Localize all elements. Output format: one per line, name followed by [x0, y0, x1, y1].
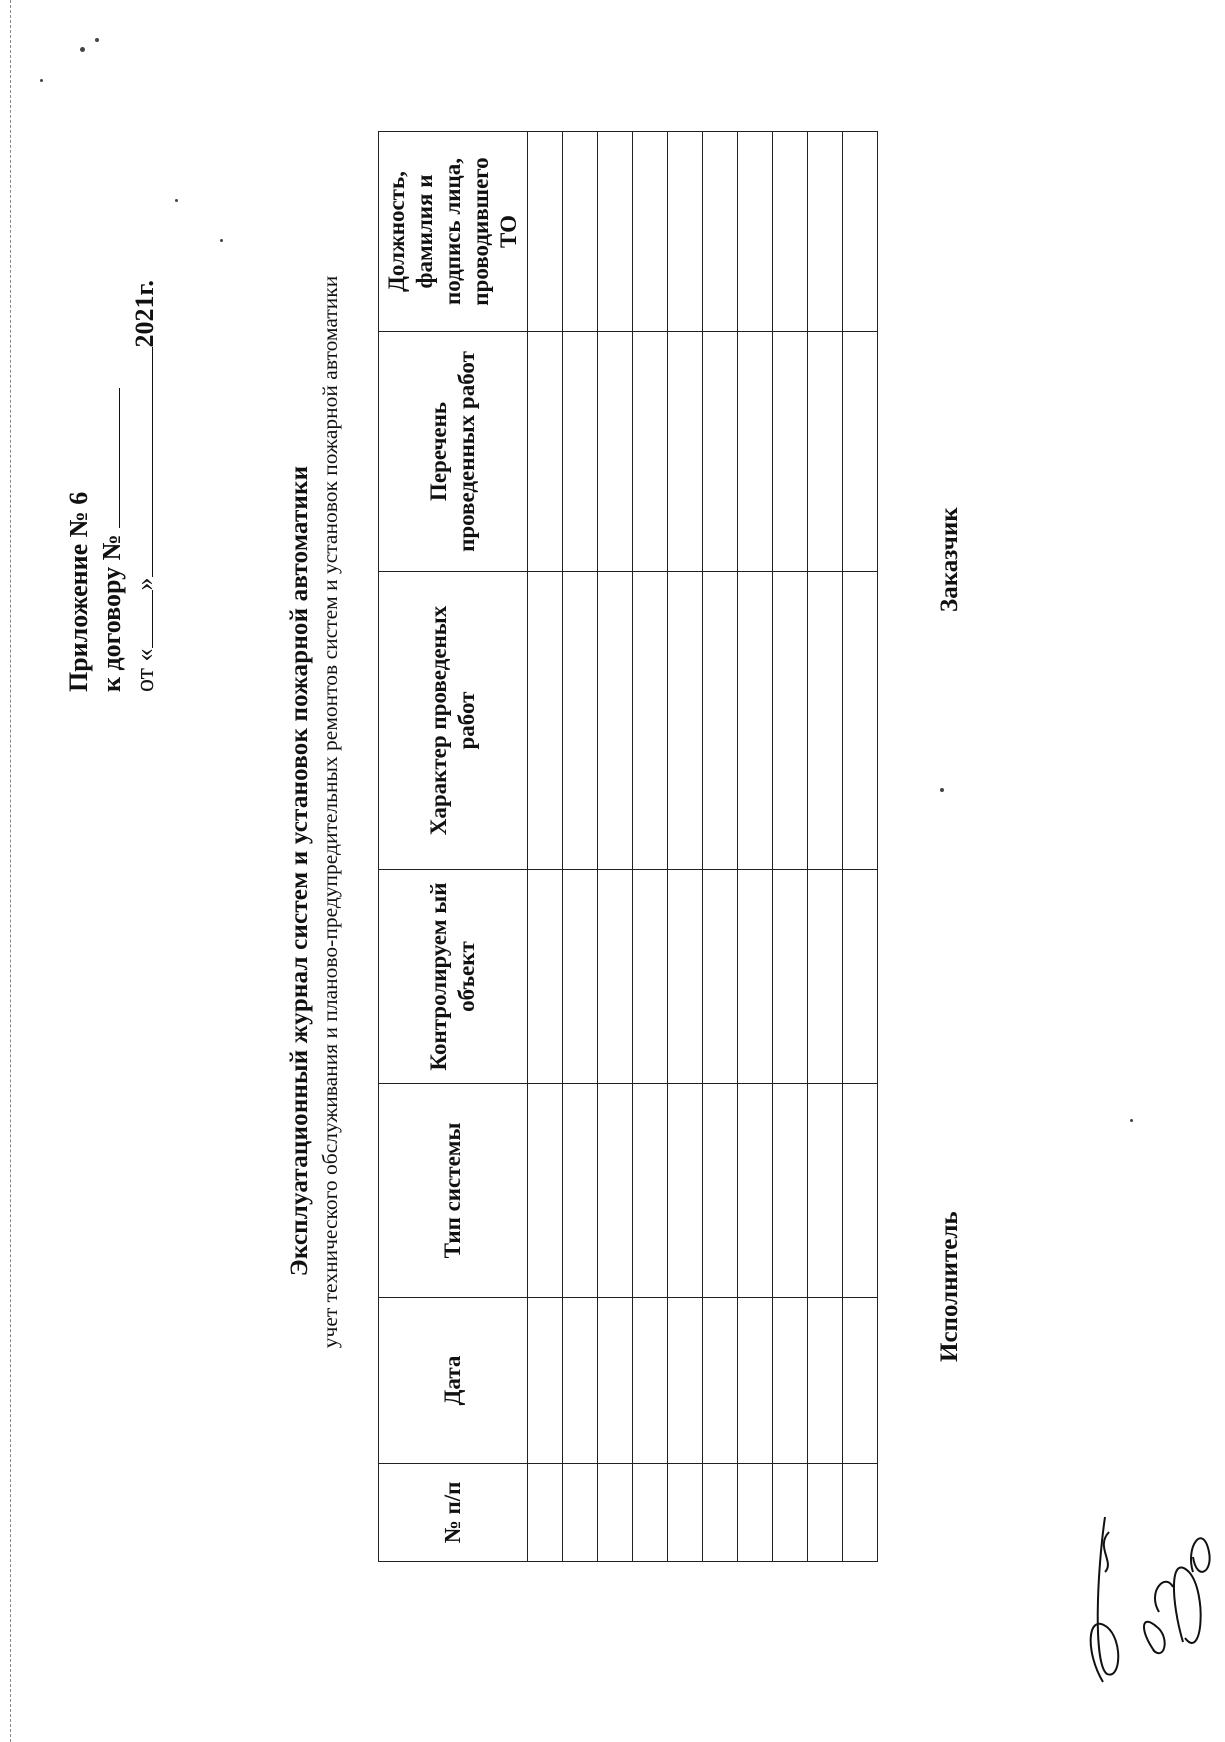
- signature-mark-1: [1091, 1517, 1119, 1682]
- table-row: [598, 132, 633, 1562]
- table-cell: [528, 332, 563, 572]
- table-cell: [773, 332, 808, 572]
- header-date: Дата: [379, 1298, 528, 1464]
- table-cell: [738, 572, 773, 870]
- contract-date-quote: »: [130, 577, 159, 591]
- table-cell: [738, 1298, 773, 1464]
- table-cell: [703, 1298, 738, 1464]
- table-cell: [773, 132, 808, 332]
- handwritten-signatures: [1085, 1462, 1220, 1722]
- signature-mark-2: [1144, 1582, 1173, 1653]
- table-cell: [528, 1298, 563, 1464]
- table-cell: [598, 332, 633, 572]
- table-row: [563, 132, 598, 1562]
- table-row: [703, 132, 738, 1562]
- header-work-list: Перечень проведенных работ: [379, 332, 528, 572]
- contract-number-row: [95, 280, 128, 692]
- contract-number-label: к договору №: [97, 534, 126, 692]
- journal-subtitle: учет технического обслуживания и планово-предупредительных ремонтов систем и установок пожарной автоматики: [318, 275, 342, 1349]
- table-cell: [598, 1298, 633, 1464]
- table-cell: [843, 332, 878, 572]
- table-row: [808, 132, 843, 1562]
- table-cell: [843, 870, 878, 1084]
- table-cell: [808, 132, 843, 332]
- table-cell: [843, 572, 878, 870]
- contract-month-blank: [128, 347, 153, 577]
- table-cell: [808, 332, 843, 572]
- table-cell: [633, 1084, 668, 1298]
- scan-speck: [80, 47, 85, 52]
- table-cell: [668, 132, 703, 332]
- table-cell: [668, 1084, 703, 1298]
- header-row-number: № п/п: [379, 1464, 528, 1562]
- table-cell: [598, 132, 633, 332]
- table-cell: [773, 1084, 808, 1298]
- table-cell: [563, 870, 598, 1084]
- table-row: [633, 132, 668, 1562]
- table-cell: [738, 132, 773, 332]
- table-cell: [528, 1084, 563, 1298]
- table-cell: [598, 1084, 633, 1298]
- table-cell: [773, 870, 808, 1084]
- table-cell: [703, 870, 738, 1084]
- table-cell: [843, 1298, 878, 1464]
- table-cell: [598, 572, 633, 870]
- table-cell: [598, 870, 633, 1084]
- table-cell: [738, 1084, 773, 1298]
- scan-speck: [220, 239, 223, 242]
- table-cell: [563, 572, 598, 870]
- table-row: [668, 132, 703, 1562]
- table-cell: [703, 132, 738, 332]
- table-cell: [528, 132, 563, 332]
- page-edge-dashed-line: [10, 0, 11, 1742]
- table-cell: [773, 1464, 808, 1562]
- table-cell: [808, 572, 843, 870]
- table-cell: [703, 572, 738, 870]
- scan-speck: [40, 79, 43, 82]
- appendix-block: [62, 280, 161, 692]
- table-cell: [633, 870, 668, 1084]
- table-cell: [843, 1464, 878, 1562]
- table-cell: [843, 1084, 878, 1298]
- table-cell: [563, 132, 598, 332]
- table-row: [528, 132, 563, 1562]
- journal-table: [378, 131, 878, 1562]
- table-cell: [563, 1298, 598, 1464]
- executor-label: Исполнитель: [936, 1211, 963, 1362]
- table-cell: [843, 132, 878, 332]
- scan-speck: [1130, 1119, 1133, 1122]
- table-cell: [528, 870, 563, 1084]
- table-cell: [563, 1084, 598, 1298]
- scan-speck: [175, 199, 178, 202]
- table-cell: [668, 572, 703, 870]
- table-row: [773, 132, 808, 1562]
- table-cell: [808, 1464, 843, 1562]
- table-row: [843, 132, 878, 1562]
- table-cell: [703, 1084, 738, 1298]
- appendix-number: Приложение № 6: [64, 491, 93, 692]
- table-cell: [528, 572, 563, 870]
- table-cell: [633, 1298, 668, 1464]
- table-cell: [808, 1084, 843, 1298]
- table-cell: [773, 1298, 808, 1464]
- table-cell: [703, 1464, 738, 1562]
- scan-speck: [95, 38, 99, 42]
- table-cell: [633, 332, 668, 572]
- scan-speck: [940, 788, 944, 792]
- customer-label: Заказчик: [936, 507, 963, 612]
- table-cell: [773, 572, 808, 870]
- header-controlled-object: Контролируем ый объект: [379, 870, 528, 1084]
- table-header-row: [379, 132, 528, 1562]
- contract-date-row: [128, 280, 161, 692]
- table-cell: [633, 132, 668, 332]
- table-cell: [703, 332, 738, 572]
- table-cell: [808, 1298, 843, 1464]
- table-cell: [668, 1298, 703, 1464]
- header-responsible-person: Должность, фамилия и подпись лица, проводившего ТО: [379, 132, 528, 332]
- table-cell: [738, 870, 773, 1084]
- contract-year: 2021г.: [130, 280, 159, 348]
- table-body: [528, 132, 878, 1562]
- table-cell: [808, 870, 843, 1084]
- contract-date-prefix: от «: [130, 648, 159, 692]
- journal-title: Эксплуатационный журнал систем и установок пожарной автоматики: [286, 465, 313, 1277]
- contract-number-blank: [95, 388, 120, 528]
- table-cell: [598, 1464, 633, 1562]
- header-work-nature: Характер проведеных работ: [379, 572, 528, 870]
- table-cell: [738, 332, 773, 572]
- table-cell: [633, 572, 668, 870]
- table-cell: [633, 1464, 668, 1562]
- table-cell: [668, 332, 703, 572]
- contract-day-blank: [128, 590, 153, 648]
- table-cell: [738, 1464, 773, 1562]
- header-system-type: Тип системы: [379, 1084, 528, 1298]
- table-cell: [528, 1464, 563, 1562]
- table-row: [738, 132, 773, 1562]
- table-cell: [668, 870, 703, 1084]
- table-cell: [563, 332, 598, 572]
- signature-mark-3: [1174, 1538, 1210, 1643]
- table-cell: [563, 1464, 598, 1562]
- table-cell: [668, 1464, 703, 1562]
